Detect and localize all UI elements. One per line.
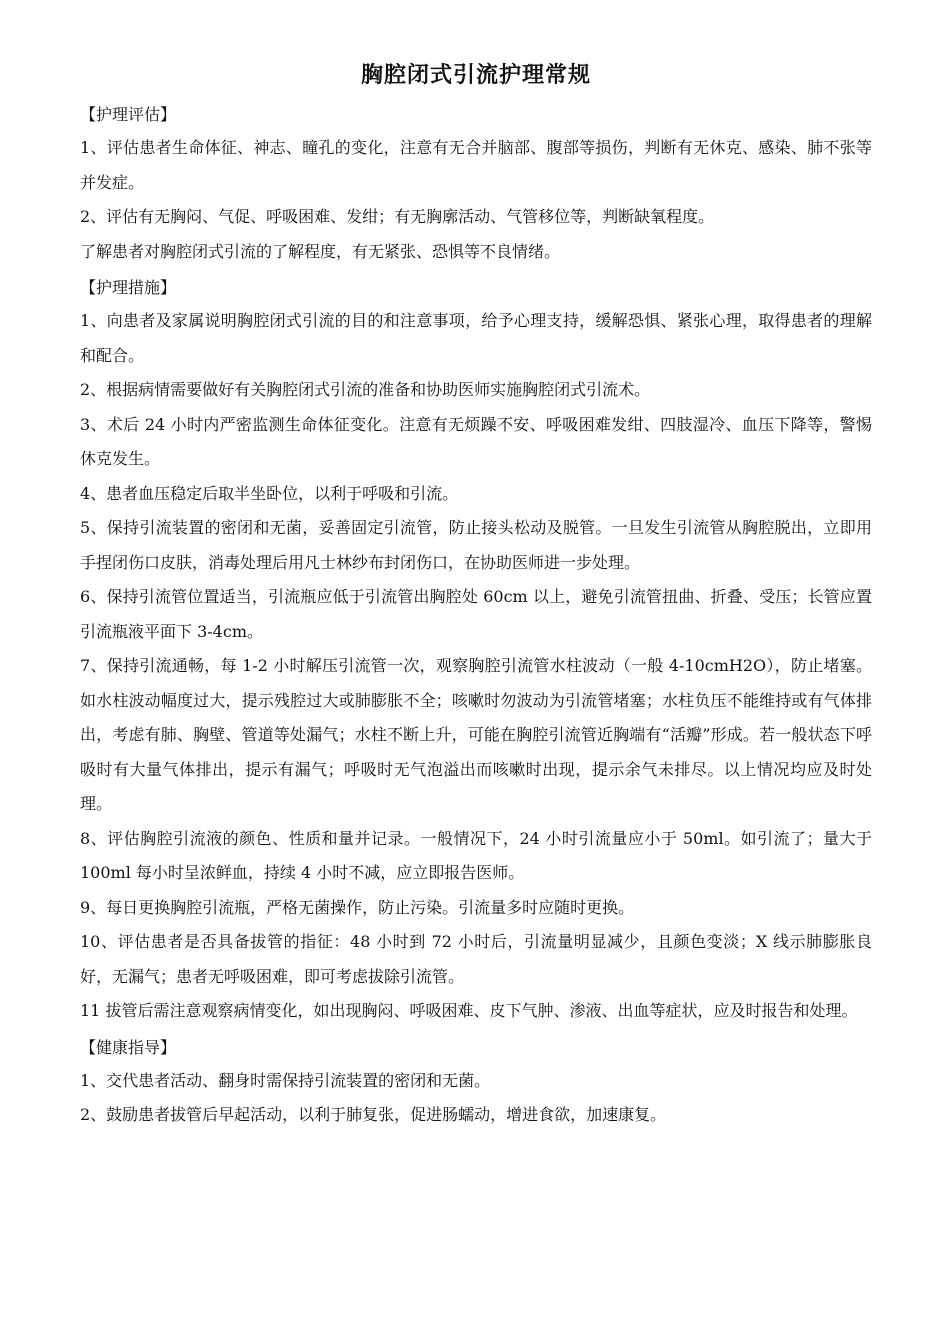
section-assessment	[80, 98, 872, 269]
guidance-item-2: 2、鼓励患者拔管后早起活动，以利于肺复张，促进肠蠕动，增进食欲，加速康复。	[80, 1105, 667, 1124]
assessment-item-2: 2、评估有无胸闷、气促、呼吸困难、发绀；有无胸廓活动、气管移位等，判断缺氧程度。	[80, 207, 715, 226]
document-title: 胸腔闭式引流护理常规	[360, 62, 591, 88]
guidance-item-1: 1、交代患者活动、翻身时需保持引流装置的密闭和无菌。	[80, 1070, 491, 1090]
section-heading-health-guidance: 【健康指导】	[80, 1037, 177, 1057]
measure-item-5: 5、保持引流装置的密闭和无菌，妥善固定引流管，防止接头松动及脱管。一旦发生引流管从胸腔脱出，立即用手捏闭伤口皮肤，消毒处理后用凡士林纱布封闭伤口，在协助医师进一步处理。	[80, 518, 872, 572]
measure-item-6: 6、保持引流管位置适当，引流瓶应低于引流管出胸腔处 60cm 以上，避免引流管扭曲、折叠、受压；长管应置引流瓶液平面下 3-4cm。	[80, 587, 872, 641]
measure-item-4: 4、患者血压稳定后取半坐卧位，以利于呼吸和引流。	[80, 483, 459, 503]
measure-item-7: 7、保持引流通畅，每 1-2 小时解压引流管一次，观察胸腔引流管水柱波动（一般 4-10cmH2O），防止堵塞。如水柱波动幅度过大，提示残腔过大或肺膨胀不全；咳嗽时勿波动为引流管堵塞；水柱负压不能维持或有气体排出，考虑有肺、胸壁、管道等处漏气；水柱不断上升，可能在胸腔引流管近胸端有“活瓣”形成。若一般状态下呼吸时有大量气体排出，提示有漏气；呼吸时无气泡溢出而咳嗽时出现，提示余气未排尽。以上情况均应及时处理。	[80, 656, 872, 813]
assessment-item-1: 1、评估患者生命体征、神志、瞳孔的变化，注意有无合并脑部、腹部等损伤，判断有无休克、感染、肺不张等并发症。	[80, 138, 872, 192]
measure-item-10: 10、评估患者是否具备拔管的指征：48 小时到 72 小时后，引流量明显减少，且颜色变淡；X 线示肺膨胀良好，无漏气；患者无呼吸困难，即可考虑拔除引流管。	[80, 932, 872, 986]
section-heading-measures: 【护理措施】	[80, 278, 177, 297]
measure-item-3: 3、术后 24 小时内严密监测生命体征变化。注意有无烦躁不安、呼吸困难发绀、四肢湿冷、血压下降等，警惕休克发生。	[80, 414, 872, 468]
assessment-item-3: 了解患者对胸腔闭式引流的了解程度，有无紧张、恐惧等不良情绪。	[80, 241, 561, 261]
measure-item-8: 8、评估胸腔引流液的颜色、性质和量并记录。一般情况下，24 小时引流量应小于 50ml。如引流了；量大于 100ml 每小时呈浓鲜血，持续 4 小时不减，应立即报告医师。	[80, 828, 872, 882]
measure-item-11: 11 拔管后需注意观察病情变化，如出现胸闷、呼吸困难、皮下气肿、渗液、出血等症状，应及时报告和处理。	[80, 1001, 858, 1020]
section-heading-assessment: 【护理评估】	[80, 105, 177, 124]
measure-item-2: 2、根据病情需要做好有关胸腔闭式引流的准备和协助医师实施胸腔闭式引流术。	[80, 380, 651, 399]
measure-item-9: 9、每日更换胸腔引流瓶，严格无菌操作，防止污染。引流量多时应随时更换。	[80, 897, 635, 917]
section-health-guidance	[80, 1031, 872, 1133]
measure-item-1: 1、向患者及家属说明胸腔闭式引流的目的和注意事项，给予心理支持，缓解恐惧、紧张心理，取得患者的理解和配合。	[80, 311, 872, 365]
section-measures	[80, 271, 872, 1029]
